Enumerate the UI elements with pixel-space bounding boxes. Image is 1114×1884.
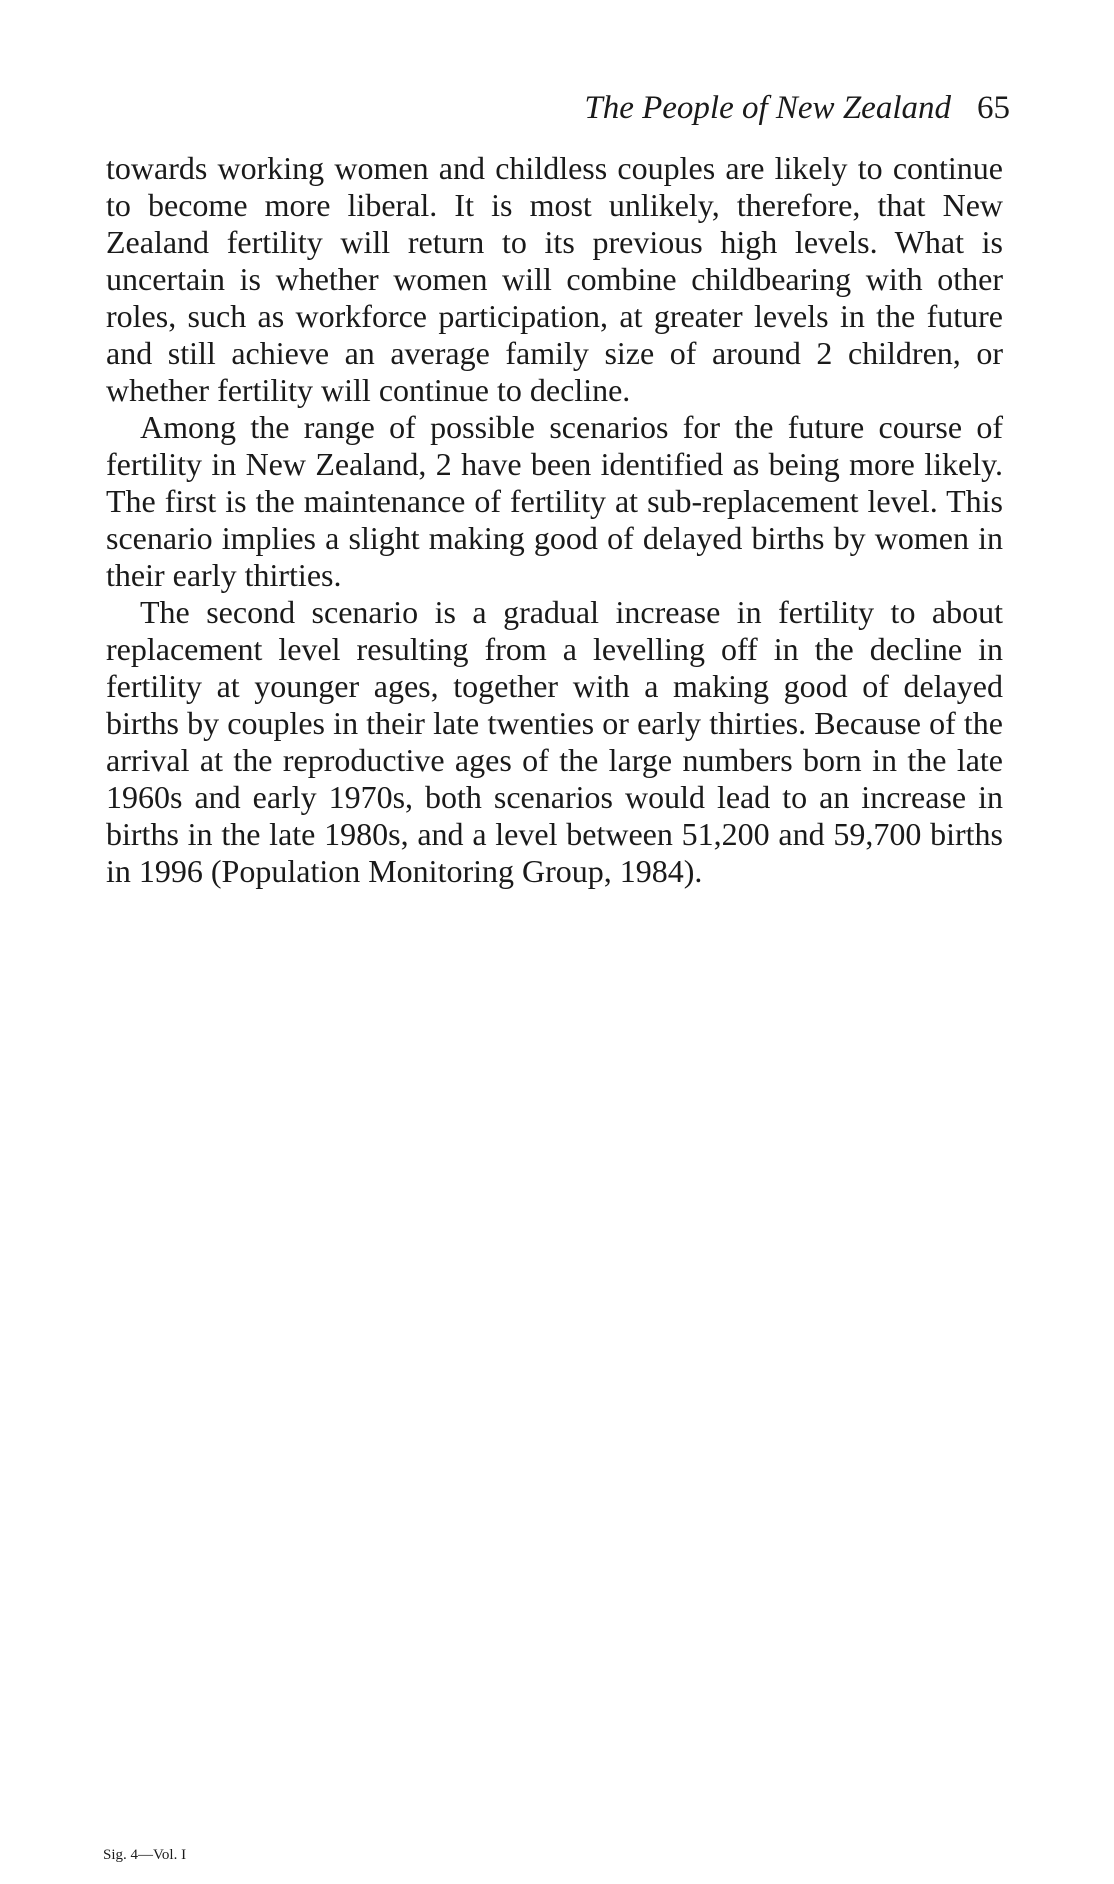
paragraph-continuation: towards working women and childless couples are likely to continue to become more liberal. It is most unlikely, therefore, that New Zealand fertility will return to its previous high levels. What is uncertain is whether women will combine childbearing with other roles, such as workforce participation, at greater levels in the future and still achieve an average family size of around 2 children, or whether fertility will continue to decline. (106, 150, 1003, 408)
page-number: 65 (977, 90, 1010, 126)
running-title: The People of New Zealand (584, 90, 951, 126)
signature-mark: Sig. 4—Vol. I (103, 1847, 187, 1863)
body-text (106, 150, 1003, 890)
running-header (584, 88, 1010, 128)
paragraph-second-scenario: The second scenario is a gradual increase in fertility to about replacement level resulting from a levelling off in the decline in fertility at younger ages, together with a making good of delayed births by couples in their late twenties or early thirties. Because of the arrival at the reproductive ages of the large numbers born in the late 1960s and early 1970s, both scenarios would lead to an increase in births in the late 1980s, and a level between 51,200 and 59,700 births in 1996 (Population Monitoring Group, 1984). (106, 594, 1003, 889)
paragraph-scenarios: Among the range of possible scenarios for the future course of fertility in New Zealand, 2 have been identified as being more likely. The first is the maintenance of fertility at sub-replacement level. This scenario implies a slight making good of delayed births by women in their early thirties. (106, 409, 1003, 593)
